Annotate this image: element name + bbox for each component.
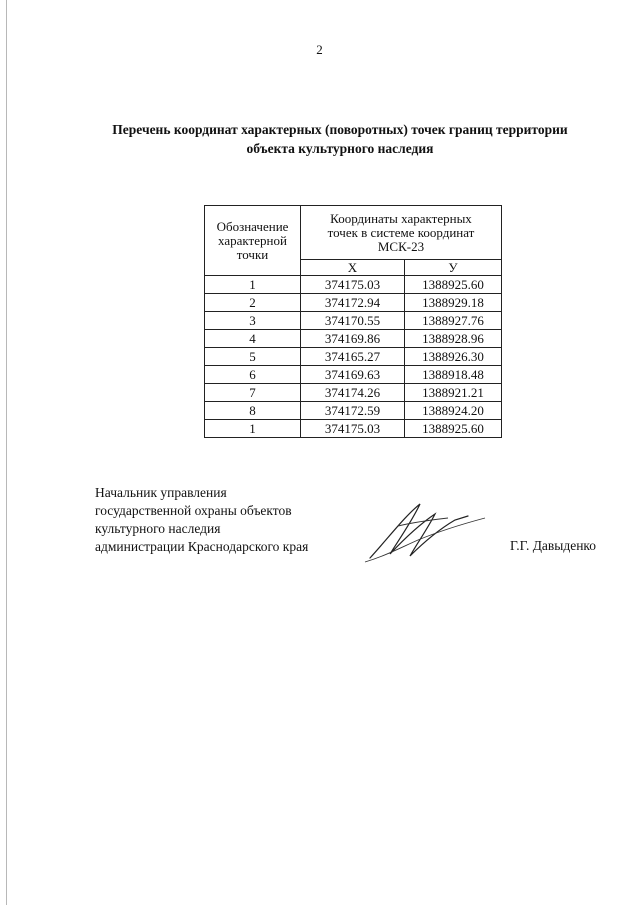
table-row [205,420,502,438]
position-line-1: Начальник управления [95,485,227,500]
point-column-header: Обозначение характерной точки [205,206,301,276]
table-row [205,348,502,366]
table-row [205,402,502,420]
document-heading [60,120,620,158]
cell-y: 1388929.18 [405,294,502,312]
table-row [205,384,502,402]
cell-x: 374175.03 [301,420,405,438]
coordinates-column-header: Координаты характерных точек в системе координат МСК-23 [301,206,502,260]
cell-y: 1388926.30 [405,348,502,366]
cell-x: 374169.86 [301,330,405,348]
cell-x: 374175.03 [301,276,405,294]
cell-x: 374174.26 [301,384,405,402]
table-row [205,294,502,312]
cell-y: 1388928.96 [405,330,502,348]
position-line-2: государственной охраны объектов [95,503,292,518]
cell-point: 1 [205,276,301,294]
heading-line-2: объекта культурного наследия [246,141,434,156]
cell-x: 374165.27 [301,348,405,366]
cell-y: 1388921.21 [405,384,502,402]
coordinates-table [204,205,502,438]
cell-y: 1388925.60 [405,276,502,294]
cell-y: 1388924.20 [405,402,502,420]
cell-point: 4 [205,330,301,348]
cell-x: 374172.94 [301,294,405,312]
cell-y: 1388918.48 [405,366,502,384]
cell-point: 3 [205,312,301,330]
cell-x: 374169.63 [301,366,405,384]
page-edge [6,0,7,905]
cell-point: 2 [205,294,301,312]
heading-line-1: Перечень координат характерных (поворотных) точек границ территории [112,122,568,137]
cell-y: 1388927.76 [405,312,502,330]
table-row [205,312,502,330]
table-row [205,276,502,294]
table-row [205,330,502,348]
signatory-name: Г.Г. Давыденко [510,538,597,553]
cell-point: 1 [205,420,301,438]
cell-x: 374172.59 [301,402,405,420]
y-column-header: У [405,260,502,276]
position-line-3: культурного наследия [95,521,221,536]
cell-y: 1388925.60 [405,420,502,438]
page-number: 2 [316,42,323,57]
cell-x: 374170.55 [301,312,405,330]
cell-point: 8 [205,402,301,420]
signatory-position [95,484,308,556]
cell-point: 7 [205,384,301,402]
cell-point: 5 [205,348,301,366]
handwritten-signature [360,496,490,566]
cell-point: 6 [205,366,301,384]
table-row [205,366,502,384]
x-column-header: X [301,260,405,276]
position-line-4: администрации Краснодарского края [95,539,309,554]
